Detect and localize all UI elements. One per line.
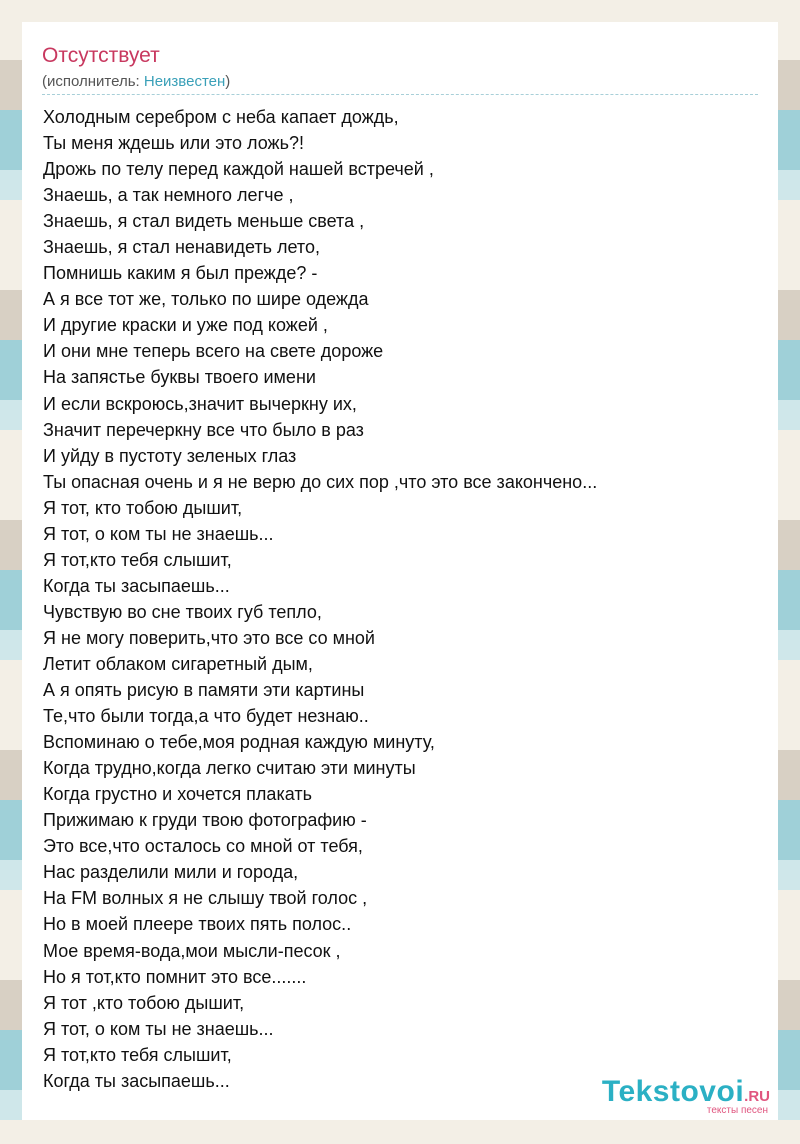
- lyric-line: Но в моей плеере твоих пять полос..: [43, 914, 352, 935]
- lyric-line: На запястье буквы твоего имени: [43, 367, 316, 388]
- artist-prefix: (исполнитель:: [42, 73, 144, 90]
- lyric-line: Я не могу поверить,что это все со мной: [43, 627, 375, 648]
- logo-tld: .RU: [744, 1088, 770, 1105]
- lyric-line: А я опять рисую в памяти эти картины: [43, 680, 365, 701]
- lyric-line: Вспоминаю о тебе,моя родная каждую минуту,: [43, 732, 435, 753]
- lyrics-text: [43, 104, 763, 1094]
- lyric-line: Чувствую во сне твоих губ тепло,: [43, 601, 322, 622]
- lyric-line: Значит перечеркну все что было в раз: [43, 419, 364, 440]
- lyric-line: Я тот, о ком ты не знаешь...: [43, 1018, 274, 1039]
- lyric-line: Прижимаю к груди твою фотографию -: [43, 810, 367, 831]
- artist-suffix: ): [225, 73, 231, 90]
- lyric-line: Холодным серебром с неба капает дождь,: [43, 107, 399, 127]
- lyric-line: Когда ты засыпаешь...: [43, 575, 230, 596]
- lyric-line: Когда ты засыпаешь...: [43, 1070, 230, 1091]
- logo-tagline: тексты песен: [706, 1105, 768, 1116]
- lyric-line: Я тот ,кто тобою дышит,: [43, 992, 245, 1013]
- lyric-line: Дрожь по телу перед каждой нашей встречей ,: [43, 159, 434, 180]
- lyric-line: Ты опасная очень и я не верю до сих пор ,что это все закончено...: [43, 471, 598, 492]
- lyric-line: Летит облаком сигаретный дым,: [43, 653, 313, 674]
- lyric-line: Я тот, кто тобою дышит,: [43, 497, 243, 518]
- logo-name: Tekstovoi: [601, 1075, 745, 1108]
- lyric-line: Знаешь, я стал ненавидеть лето,: [43, 237, 320, 258]
- lyric-line: Те,что были тогда,а что будет незнаю..: [43, 706, 369, 727]
- lyric-line: Мое время-вода,мои мысли-песок ,: [43, 940, 341, 961]
- lyric-line: Это все,что осталось со мной от тебя,: [43, 836, 363, 857]
- lyric-line: И уйду в пустоту зеленых глаз: [43, 445, 297, 466]
- lyric-line: И другие краски и уже под кожей ,: [43, 315, 328, 336]
- lyric-line: А я все тот же, только по шире одежда: [43, 289, 369, 310]
- lyric-line: Знаешь, а так немного легче ,: [43, 185, 294, 206]
- lyric-line: И они мне теперь всего на свете дороже: [43, 341, 384, 362]
- lyric-line: Помнишь каким я был прежде? -: [43, 263, 318, 284]
- dashed-divider: [42, 94, 758, 95]
- lyric-line: Ты меня ждешь или это ложь?!: [43, 133, 304, 154]
- lyric-line: Я тот, о ком ты не знаешь...: [43, 523, 274, 544]
- artist-line: [42, 73, 230, 90]
- lyric-line: Когда грустно и хочется плакать: [43, 784, 312, 805]
- lyric-line: Но я тот,кто помнит это все.......: [43, 966, 307, 987]
- song-title: Отсутствует: [42, 44, 160, 67]
- lyric-line: Когда трудно,когда легко считаю эти минуты: [43, 758, 416, 779]
- lyric-line: Я тот,кто тебя слышит,: [43, 549, 232, 570]
- lyric-line: Я тот,кто тебя слышит,: [43, 1044, 232, 1065]
- lyrics-card: [22, 22, 778, 1120]
- lyric-line: Нас разделили мили и города,: [43, 862, 299, 883]
- lyric-line: Знаешь, я стал видеть меньше света ,: [43, 211, 365, 232]
- artist-link[interactable]: Неизвестен: [143, 73, 226, 90]
- lyric-line: И если вскроюсь,значит вычеркну их,: [43, 393, 357, 414]
- site-logo[interactable]: [602, 1075, 770, 1116]
- lyric-line: На FM волных я не слышу твой голос ,: [43, 888, 368, 909]
